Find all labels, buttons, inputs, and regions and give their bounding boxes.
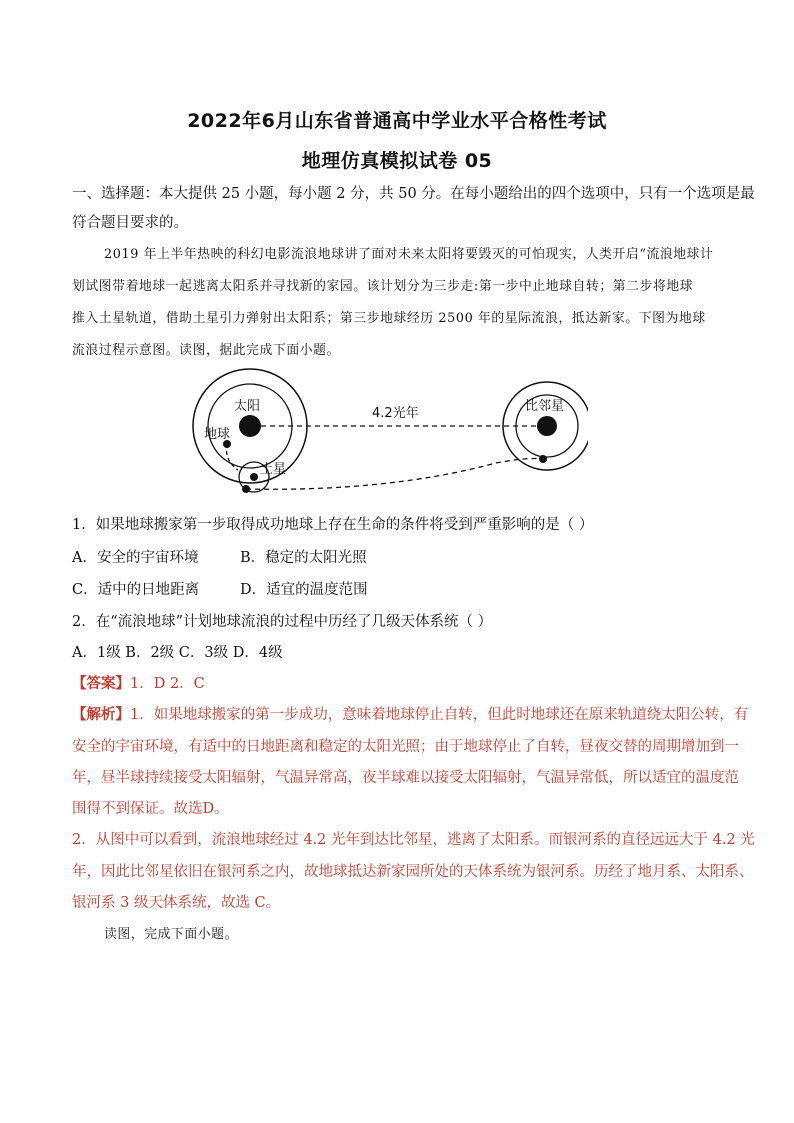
- answer-text: 1．D 2．C: [130, 676, 205, 692]
- saturn-label: 土星: [260, 462, 287, 477]
- analysis-p2-line1: 2．从图中可以看到，流浪地球经过 4.2 光年到达比邻星，逃离了太阳系。而银河系的直径远远大于 4.2 光: [72, 832, 755, 848]
- exam-subtitle: 地理仿真模拟试卷 05: [301, 150, 493, 172]
- analysis-p1-line3: 年，昼半球持续接受太阳辐射，气温异常高，夜半球难以接受太阳辐射，气温异常低，所以适宜的温度范: [72, 770, 739, 786]
- exam-title: 2022年6月山东省普通高中学业水平合格性考试: [187, 110, 607, 132]
- interstellar-path: [246, 459, 543, 490]
- distance-label: 4.2光年: [372, 406, 419, 421]
- q1-option-d[interactable]: D．适宜的温度范围: [240, 582, 368, 598]
- analysis-tag: 【解析】: [72, 706, 130, 723]
- analysis-p1-line2: 安全的宇宙环境，有适中的日地距离和稳定的太阳光照；由于地球停止了自转，昼夜交替的周期增加到一: [72, 739, 739, 755]
- passage-line2: 划试图带着地球一起逃离太阳系并寻找新的家园。该计划分为三步走:第一步中止地球自转；第二步将地球: [72, 279, 694, 294]
- passage-line1: 2019 年上半年热映的科幻电影流浪地球讲了面对未来太阳将要毁灭的可怕现实，人类开启“流浪地球计: [104, 247, 714, 262]
- sun-dot: [239, 415, 261, 437]
- question-1-options-row1: [72, 548, 724, 568]
- earth-arrival-dot: [539, 455, 547, 463]
- proxima-label: 比邻星: [525, 399, 565, 414]
- q1-option-a[interactable]: A．安全的宇宙环境: [72, 550, 199, 566]
- question-1-stem: 1．如果地球搬家第一步取得成功地球上存在生命的条件将受到严重影响的是（ ）: [72, 517, 594, 533]
- proxima-dot: [537, 416, 557, 436]
- analysis-p1-line4: 围得不到保证。故选D。: [72, 801, 229, 817]
- wandering-earth-diagram: [188, 362, 588, 502]
- saturn-dot: [250, 473, 258, 481]
- section-instructions-line1: 一、选择题：本大提供 25 小题，每小题 2 分，共 50 分。在每小题给出的四个选项中，只有一个选项是最: [72, 186, 755, 202]
- answer-line: [72, 674, 724, 694]
- question-2-options: A．1级 B．2级 C．3级 D．4级: [72, 645, 283, 661]
- sun-label: 太阳: [234, 399, 261, 414]
- q1-option-b[interactable]: B．稳定的太阳光照: [240, 550, 367, 566]
- answer-tag: 【答案】: [72, 675, 130, 692]
- analysis-p2-line3: 银河系 3 级天体系统，故选 C。: [72, 895, 281, 911]
- question-1-options-row2: [72, 580, 724, 600]
- next-question-prompt: 读图，完成下面小题。: [104, 927, 238, 942]
- passage-line3: 推入土星轨道，借助土星引力弹射出太阳系；第三步地球经历 2500 年的星际流浪，抵达新家。下图为地球: [72, 311, 706, 326]
- analysis-p1-line1: 1．如果地球搬家的第一步成功，意味着地球停止自转，但此时地球还在原来轨道绕太阳公转，有: [130, 707, 749, 723]
- section-instructions-line2: 符合题目要求的。: [72, 215, 188, 231]
- passage-line4: 流浪过程示意图。读图，据此完成下面小题。: [72, 343, 340, 358]
- analysis-p2-line2: 年，因此比邻星依旧在银河系之内，故地球抵达新家园所处的天体系统为银河系。历经了地月系、太阳系、: [72, 864, 754, 880]
- question-2-stem: 2．在“流浪地球”计划地球流浪的过程中历经了几级天体系统（ ）: [72, 614, 493, 630]
- analysis-line1: [72, 705, 749, 725]
- q1-option-c[interactable]: C．适中的日地距离: [72, 582, 200, 598]
- earth-label: 地球: [204, 427, 231, 442]
